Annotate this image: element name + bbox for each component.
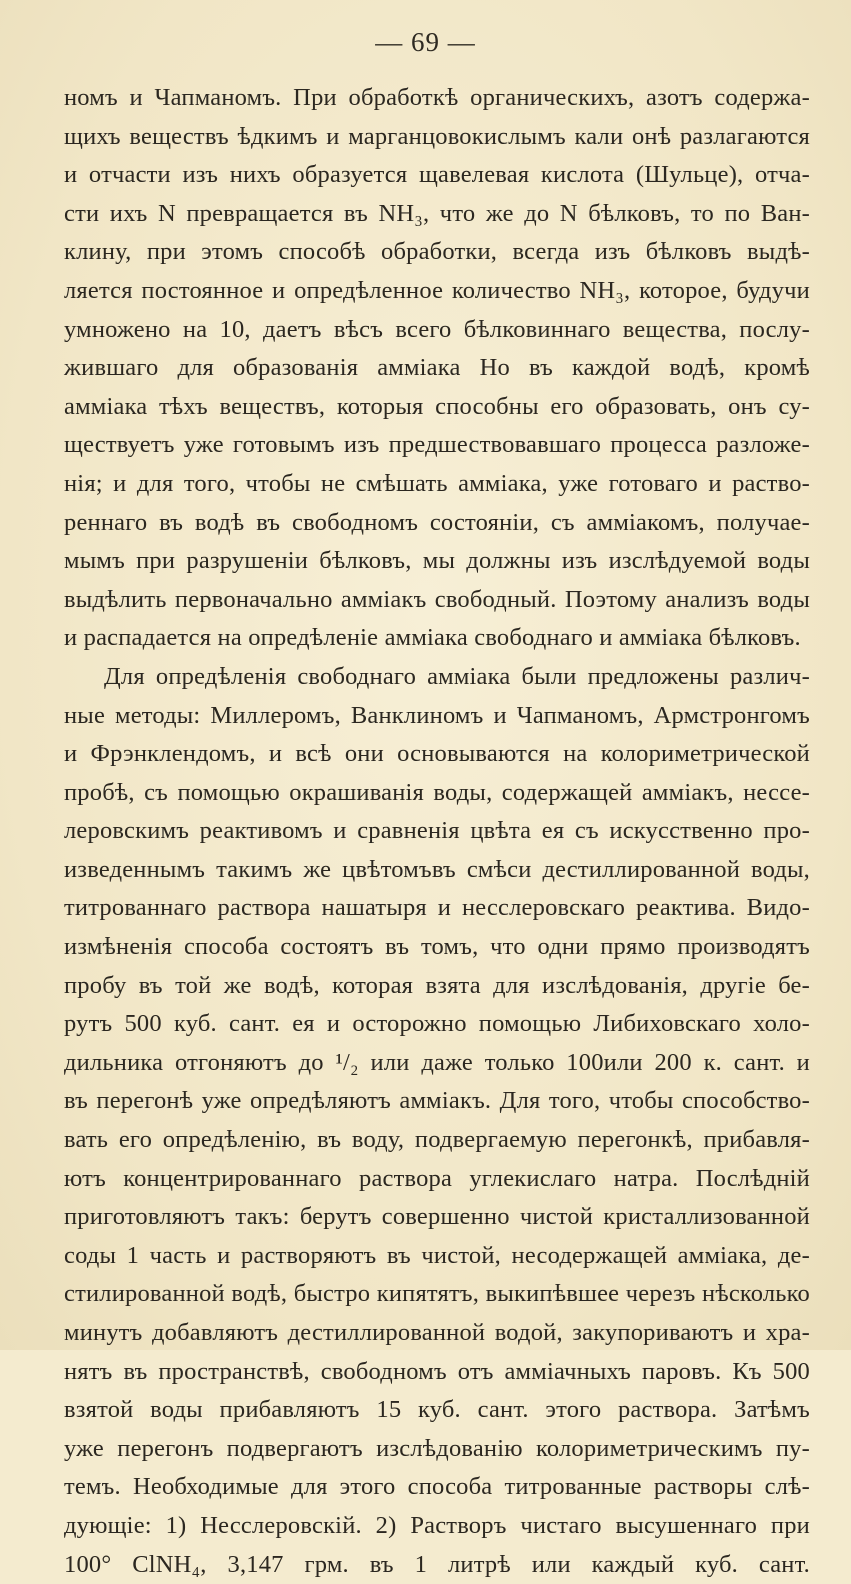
text-line: ществуетъ уже готовымъ изъ предшествовавшаго процесса разложе- [64,431,810,459]
text-line: изведеннымъ такимъ же цвѣтомъвъ смѣси дестиллированной воды, [64,855,810,883]
text-line: ляется постоянное и опредѣленное количество NH₃, которое, будучи [64,276,810,304]
text-line: выдѣлить первоначально амміакъ свободный. Поэтому анализъ воды [64,585,810,613]
text-line: дующіе: 1) Несслеровскій. 2) Растворъ чистаго высушеннаго при [64,1511,810,1539]
text-line: и отчасти изъ нихъ образуется щавелевая кислота (Шульце), отча- [64,161,810,189]
text-line: нятъ въ пространствѣ, свободномъ отъ амміачныхъ паровъ. Къ 500 [64,1357,810,1385]
paragraph-end-line: и распадается на опредѣленіе амміака свободнаго и амміака бѣлковъ. [64,624,801,652]
text-line: минутъ добавляютъ дестиллированной водой, закупориваютъ и хра- [64,1319,810,1346]
text-line: сти ихъ N превращается въ NH₃, что же до N бѣлковъ, то по Ван- [64,199,810,227]
text-line: номъ и Чапманомъ. При обработкѣ органическихъ, азотъ содержа- [64,84,810,111]
text-line: клину, при этомъ способѣ обработки, всегда изъ бѣлковъ выдѣ- [64,238,810,266]
text-line: темъ. Необходимые для этого способа титрованные растворы слѣ- [64,1473,810,1501]
text-line: въ перегонѣ уже опредѣляютъ амміакъ. Для того, чтобы способство- [64,1087,810,1115]
text-line: жившаго для образованія амміака Но въ каждой водѣ, кромѣ [64,354,810,382]
text-line: леровскимъ реактивомъ и сравненія цвѣта ея съ искусственно про- [64,817,810,845]
text-line: ные методы: Миллеромъ, Ванклиномъ и Чапманомъ, Армстронгомъ [64,701,810,729]
text-line: приготовляютъ такъ: берутъ совершенно чистой кристаллизованной [64,1203,810,1231]
text-line: рутъ 500 куб. сант. ея и осторожно помощью Либиховскаго холо- [64,1010,810,1038]
text-line: умножено на 10, даетъ вѣсъ всего бѣлковиннаго вещества, послу- [64,315,810,343]
text-line: титрованнаго раствора нашатыря и несслеровскаго реактива. Видо- [64,894,810,922]
text-line: реннаго въ водѣ въ свободномъ состояніи, съ амміакомъ, получае- [64,508,810,536]
text-line: взятой воды прибавляютъ 15 куб. сант. этого раствора. Затѣмъ [64,1396,810,1424]
text-line: стилированной водѣ, быстро кипятятъ, выкипѣвшее черезъ нѣсколько [64,1280,810,1308]
text-line: щихъ веществъ ѣдкимъ и марганцовокислымъ кали онѣ разлагаются [64,122,810,150]
text-line: амміака тѣхъ веществъ, которыя способны его образовать, онъ су- [64,392,810,420]
page-number: — 69 — [375,27,476,57]
text-line: и Фрэнклендомъ, и всѣ они основываются на колориметрической [64,740,810,768]
text-line: пробѣ, съ помощью окрашиванія воды, содержащей амміакъ, нессе- [64,778,810,806]
text-line: соды 1 часть и растворяютъ въ чистой, несодержащей амміака, де- [64,1241,810,1269]
text-line: ютъ концентрированнаго раствора углекислаго натра. Послѣдній [64,1164,810,1192]
text-line: уже перегонъ подвергаютъ изслѣдованію колориметрическимъ пу- [64,1434,810,1462]
body-text [64,79,810,1584]
text-line: 100° ClNH₄, 3,147 грм. въ 1 литрѣ или каждый куб. сант. [64,1550,810,1578]
text-line: нія; и для того, чтобы не смѣшать амміака, уже готоваго и раство- [64,469,810,497]
text-line: дильника отгоняютъ до ¹/₂ или даже только 100или 200 к. сант. и [64,1048,810,1076]
text-line: вать его опредѣленію, въ воду, подвергаемую перегонкѣ, прибавля- [64,1126,810,1154]
text-line: мымъ при разрушеніи бѣлковъ, мы должны изъ изслѣдуемой воды [64,547,810,575]
paragraph-start-line: Для опредѣленія свободнаго амміака были предложены различ- [104,662,810,690]
text-line: измѣненія способа состоятъ въ томъ, что одни прямо производятъ [64,933,810,961]
text-line: пробу въ той же водѣ, которая взята для изслѣдованія, другіе бе- [64,971,810,999]
